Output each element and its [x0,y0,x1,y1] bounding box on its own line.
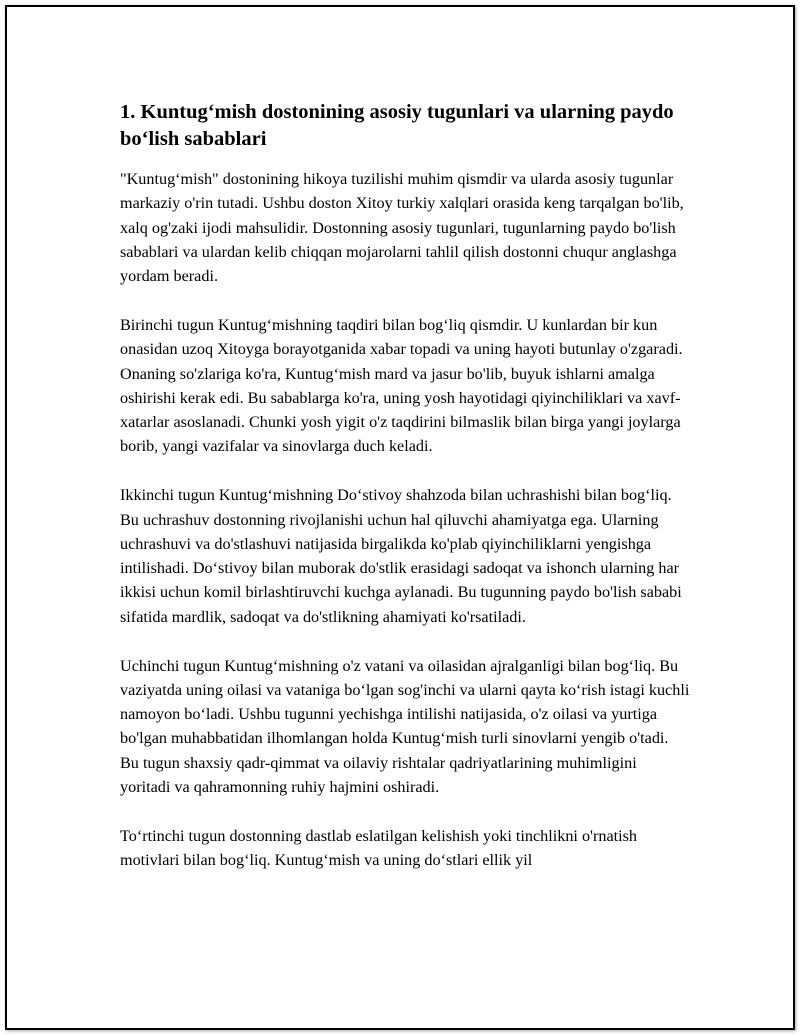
paragraph-second-knot: Ikkinchi tugun Kuntug‘mishning Do‘stivoy shahzoda bilan uchrashishi bilan bog‘liq. Bu uchrashuv dostonning rivojlanishi uchun hal qiluvchi ahamiyatga ega. Ularning uchrashuvi va do'stlashuvi natijasida birgalikda ko'plab qiyinchiliklarni yengishga intilishadi. Do‘stivoy bilan muborak do'stlik erasidagi sadoqat va ishonch ularning har ikkisi uchun komil birlashtiruvchi kuchga aylanadi. Bu tugunning paydo bo'lish sababi sifatida mardlik, sadoqat va do'stlikning ahamiyati ko'rsatiladi. [120,486,682,626]
paragraph-first-knot: Birinchi tugun Kuntug‘mishning taqdiri bilan bog‘liq qismdir. U kunlardan bir kun onasidan uzoq Xitoyga borayotganida xabar topadi va uning hayoti butunlay o'zgaradi. Onaning so'zlariga ko'ra, Kuntug‘mish mard va jasur bo'lib, buyuk ishlarni amalga oshirishi kerak edi. Bu sabablarga ko'ra, uning yosh hayotidagi qiyinchiliklari va xavf-xatarlar asoslanadi. Chunki yosh yigit o'z taqdirini bilmaslik bilan birga yangi joylarga borib, yangi vazifalar va sinovlarga duch keladi. [120,315,683,456]
paragraph-intro: "Kuntug‘mish" dostonining hikoya tuzilishi muhim qismdir va ularda asosiy tugunlar markaziy o'rin tutadi. Ushbu doston Xitoy turkiy xalqlari orasida keng tarqalgan bo'lib, xalq og'zaki ijodi mahsulidir. Dostonning asosiy tugunlari, tugunlarning paydo bo'lish sabablari va ulardan kelib chiqqan mojarolarni tahlil qilish dostonni chuqur anglashga yordam beradi. [120,170,684,286]
paragraph-third-knot: Uchinchi tugun Kuntug‘mishning o'z vatani va oilasidan ajralganligi bilan bog‘liq. Bu vaziyatda uning oilasi va vataniga bo‘lgan sog'inchi va ularni qayta ko‘rish istagi kuchli namoyon bo‘ladi. Ushbu tugunni yechishga intilishi natijasida, o'z oilasi va yurtiga bo'lgan muhabbatidan ilhomlangan holda Kuntug‘mish turli sinovlarni yengib o'tadi. Bu tugun shaxsiy qadr-qimmat va oilaviy rishtalar qadriyatlarining muhimligini yoritadi va qahramonning ruhiy hajmini oshiradi. [120,656,690,797]
document-page [5,5,795,1030]
paragraph-fourth-knot: To‘rtinchi tugun dostonning dastlab eslatilgan kelishish yoki tinchlikni o'rnatish motivlari bilan bog‘liq. Kuntug‘mish va uning do‘stlari ellik yil [120,826,638,870]
section-heading: 1. Kuntug‘mish dostonining asosiy tugunlari va ularning paydo bo‘lish sabablari [120,101,674,150]
document-body [120,99,690,897]
